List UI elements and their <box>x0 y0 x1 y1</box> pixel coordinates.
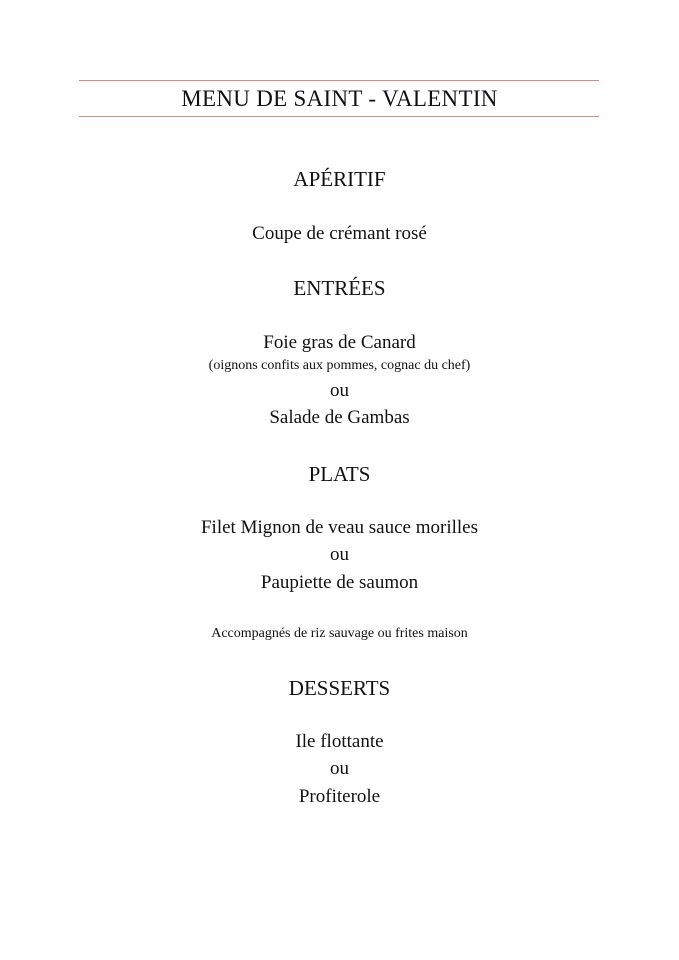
entree-item-gambas: Salade de Gambas <box>269 407 410 428</box>
entrees-heading: ENTRÉES <box>293 276 386 300</box>
dessert-or-separator: ou <box>330 758 349 779</box>
plats-side-note: Accompagnés de riz sauvage ou frites maison <box>211 626 468 641</box>
plat-item-filet-mignon: Filet Mignon de veau sauce morilles <box>200 517 479 538</box>
title-bottom-rule <box>79 116 599 117</box>
entree-item-foie-gras: Foie gras de Canard <box>263 332 416 353</box>
plats-heading: PLATS <box>308 462 371 486</box>
plat-item-paupiette: Paupiette de saumon <box>260 572 419 593</box>
dessert-item-profiterole: Profiterole <box>298 786 381 807</box>
dessert-item-ile-flottante: Ile flottante <box>295 731 384 752</box>
title-top-rule <box>79 80 599 81</box>
aperitif-heading: APÉRITIF <box>293 167 386 191</box>
menu-title: MENU DE SAINT - VALENTIN <box>181 86 498 111</box>
entree-item-foie-gras-note: (oignons confits aux pommes, cognac du chef) <box>208 358 471 373</box>
entree-or-separator: ou <box>330 380 349 401</box>
desserts-heading: DESSERTS <box>288 676 391 700</box>
aperitif-item: Coupe de crémant rosé <box>252 223 427 244</box>
plat-or-separator: ou <box>330 544 349 565</box>
